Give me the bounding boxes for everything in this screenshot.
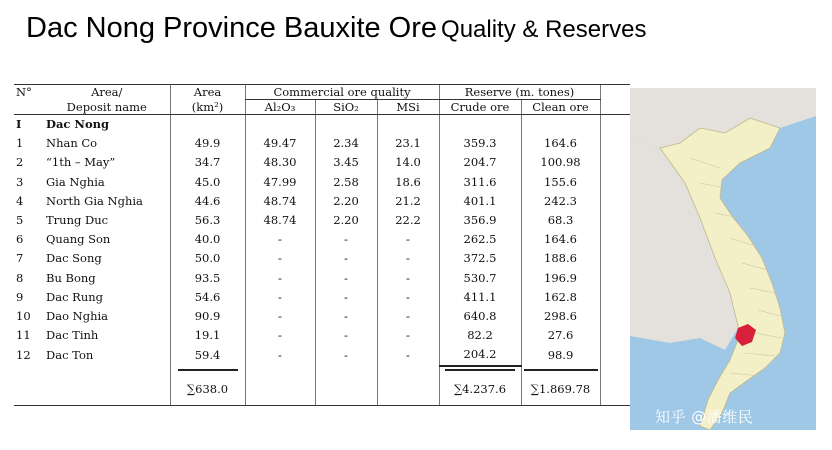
cell-al2o3: -	[245, 326, 315, 345]
cell-name: Quang Son	[46, 232, 111, 247]
cell-no: 5	[16, 213, 24, 228]
cell-al2o3: -	[245, 249, 315, 268]
cell-clean: 68.3	[521, 211, 600, 230]
cell-al2o3: 48.74	[245, 211, 315, 230]
cell-msi: 21.2	[377, 192, 439, 211]
cell-area: 50.0	[170, 249, 245, 268]
cell-name: Dac Ton	[46, 347, 94, 362]
cell-name: Nhan Co	[46, 136, 98, 151]
total-area: ∑638.0	[178, 369, 238, 401]
bauxite-table	[14, 84, 630, 430]
cell-crude: 411.1	[439, 288, 521, 307]
cell-area: 56.3	[170, 211, 245, 230]
cell-crude: 262.5	[439, 230, 521, 249]
cell-sio2: 2.20	[315, 192, 377, 211]
cell-msi: 22.2	[377, 211, 439, 230]
cell-name: “1th – May”	[46, 155, 116, 170]
header-msi: MSi	[377, 100, 439, 115]
cell-area: 93.5	[170, 269, 245, 288]
cell-crude: 204.7	[439, 153, 521, 172]
header-clean: Clean ore	[521, 100, 600, 115]
cell-clean: 162.8	[521, 288, 600, 307]
cell-no: 10	[16, 309, 31, 324]
cell-area: 54.6	[170, 288, 245, 307]
cell-clean: 164.6	[521, 230, 600, 249]
table-row	[14, 211, 630, 230]
cell-crude: 530.7	[439, 269, 521, 288]
watermark-text: 知乎 @潘维民	[655, 408, 754, 426]
cell-no: 7	[16, 251, 24, 266]
cell-no: 12	[16, 347, 31, 362]
cell-al2o3: 47.99	[245, 173, 315, 192]
cell-sio2: -	[315, 269, 377, 288]
cell-sio2: -	[315, 288, 377, 307]
cell-area: 40.0	[170, 230, 245, 249]
cell-al2o3: 48.74	[245, 192, 315, 211]
header-area-name-2: Deposit name	[44, 100, 170, 115]
table-row	[14, 326, 630, 345]
cell-al2o3: -	[245, 345, 315, 365]
cell-name: Dac Song	[46, 251, 102, 266]
table-row	[14, 345, 630, 365]
cell-al2o3: 48.30	[245, 153, 315, 172]
cell-area: 49.9	[170, 134, 245, 153]
table-row	[14, 192, 630, 211]
cell-msi: 14.0	[377, 153, 439, 172]
cell-msi: -	[377, 249, 439, 268]
cell-msi: -	[377, 269, 439, 288]
header-crude: Crude ore	[439, 100, 521, 115]
cell-crude: 204.2	[439, 345, 521, 365]
header-area-name-1: Area/	[44, 85, 170, 100]
cell-area: 34.7	[170, 153, 245, 172]
cell-crude: 372.5	[439, 249, 521, 268]
cell-sio2: -	[315, 249, 377, 268]
header-al2o3: Al₂O₃	[245, 100, 315, 115]
cell-sio2: 3.45	[315, 153, 377, 172]
cell-clean: 27.6	[521, 326, 600, 345]
cell-no: 6	[16, 232, 24, 247]
cell-area: 19.1	[170, 326, 245, 345]
header-no: N°	[14, 85, 44, 100]
cell-al2o3: -	[245, 269, 315, 288]
cell-name: Dac Tinh	[46, 328, 99, 343]
cell-no: 1	[16, 136, 24, 151]
cell-al2o3: -	[245, 307, 315, 326]
cell-no: 11	[16, 328, 31, 343]
section-no: I	[16, 117, 22, 131]
cell-clean: 188.6	[521, 249, 600, 268]
cell-crude: 311.6	[439, 173, 521, 192]
table-row	[14, 153, 630, 172]
cell-sio2: 2.58	[315, 173, 377, 192]
cell-al2o3: -	[245, 288, 315, 307]
total-clean: ∑1.869.78	[524, 369, 598, 401]
header-sio2: SiO₂	[315, 100, 377, 115]
cell-name: Bu Bong	[46, 270, 96, 285]
cell-sio2: -	[315, 345, 377, 365]
header-area-2: (km²)	[170, 100, 245, 115]
cell-no: 8	[16, 270, 24, 285]
cell-al2o3: 49.47	[245, 134, 315, 153]
cell-name: Gia Nghia	[46, 174, 105, 189]
table-row	[14, 249, 630, 268]
cell-clean: 155.6	[521, 173, 600, 192]
cell-crude: 82.2	[439, 326, 521, 345]
cell-sio2: 2.34	[315, 134, 377, 153]
cell-area: 45.0	[170, 173, 245, 192]
cell-sio2: 2.20	[315, 211, 377, 230]
cell-msi: -	[377, 288, 439, 307]
cell-msi: -	[377, 326, 439, 345]
cell-sio2: -	[315, 230, 377, 249]
cell-msi: -	[377, 307, 439, 326]
cell-sio2: -	[315, 326, 377, 345]
cell-name: Dao Nghia	[46, 309, 109, 324]
cell-area: 44.6	[170, 192, 245, 211]
cell-no: 4	[16, 193, 24, 208]
table-row	[14, 288, 630, 307]
cell-area: 59.4	[170, 345, 245, 365]
cell-no: 3	[16, 174, 24, 189]
cell-msi: 18.6	[377, 173, 439, 192]
cell-crude: 401.1	[439, 192, 521, 211]
map-graphic	[630, 88, 816, 430]
table-row	[14, 134, 630, 153]
header-area-1: Area	[170, 85, 245, 100]
cell-al2o3: -	[245, 230, 315, 249]
vietnam-map	[630, 88, 816, 430]
cell-clean: 196.9	[521, 269, 600, 288]
cell-clean: 100.98	[521, 153, 600, 172]
slide-title	[26, 12, 646, 45]
table-row	[14, 230, 630, 249]
totals-row	[14, 366, 630, 406]
cell-no: 2	[16, 155, 24, 170]
cell-area: 90.9	[170, 307, 245, 326]
cell-no: 9	[16, 289, 24, 304]
table-row	[14, 269, 630, 288]
cell-crude: 356.9	[439, 211, 521, 230]
cell-name: Dac Rung	[46, 289, 104, 304]
section-name: Dac Nong	[46, 117, 110, 131]
cell-clean: 298.6	[521, 307, 600, 326]
total-crude: ∑4.237.6	[445, 369, 515, 401]
cell-name: Trung Duc	[46, 213, 109, 228]
section-row	[14, 115, 630, 135]
cell-clean: 98.9	[521, 345, 600, 365]
cell-msi: 23.1	[377, 134, 439, 153]
header-quality-group: Commercial ore quality	[245, 85, 439, 100]
header-reserve-group: Reserve (m. tones)	[439, 85, 600, 100]
cell-clean: 164.6	[521, 134, 600, 153]
title-sub: Quality & Reserves	[441, 16, 647, 43]
cell-name: North Gia Nghia	[46, 193, 143, 208]
title-main: Dac Nong Province Bauxite Ore	[26, 12, 438, 44]
table-row	[14, 307, 630, 326]
cell-sio2: -	[315, 307, 377, 326]
cell-msi: -	[377, 345, 439, 365]
table-row	[14, 173, 630, 192]
cell-crude: 359.3	[439, 134, 521, 153]
cell-clean: 242.3	[521, 192, 600, 211]
cell-msi: -	[377, 230, 439, 249]
cell-crude: 640.8	[439, 307, 521, 326]
